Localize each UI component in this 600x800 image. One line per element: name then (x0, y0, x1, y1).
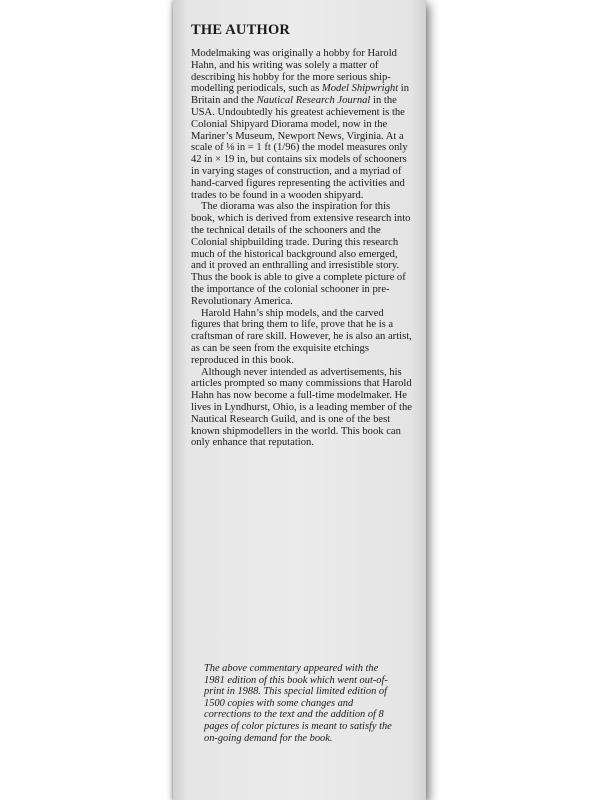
edition-note: The above commentary appeared with the 1981 edition of this book which went out-of-print in 1988. This special limited edition of 1500 copies with some changes and corrections to the text and the addition of 8 pages of color pictures is meant to satisfy the on-going demand for the book. (204, 663, 392, 744)
paragraph-1 (191, 48, 413, 201)
paragraph-4: Although never intended as advertisements, his articles prompted so many commissions that Harold Hahn has now become a full-time modelmaker. He lives in Lyndhurst, Ohio, is a leading member of the Nautical Research Guild, and is one of the best known shipmodellers in the world. This book can only enhance that reputation. (191, 366, 412, 449)
paragraph-2: The diorama was also the inspiration for this book, which is derived from extensive research into the technical details of the schooners and the Colonial shipbuilding trade. During this research much of the historical background also emerged, and it proved an enthralling and irresistible story. Thus the book is able to give a complete picture of the importance of the colonial schooner in pre-Revolutionary America. (191, 201, 411, 307)
periodical-title-nautical-research-journal: Nautical Research Journal (256, 95, 371, 107)
paragraph-1-text-b: in Britain and the (191, 83, 410, 107)
paragraph-1-text-a: Modelmaking was originally a hobby for Harold Hahn, and his writing was solely a matter of describing his hobby for the more serious ship-modelling periodicals, such as (191, 48, 397, 95)
section-heading: THE AUTHOR (191, 22, 291, 38)
author-section (191, 22, 413, 449)
paragraph-3: Harold Hahn’s ship models, and the carved figures that bring them to life, prove that he is a craftsman of rare skill. However, he is also an artist, as can be seen from the exquisite etchings reproduced in this book. (191, 307, 412, 366)
periodical-title-model-shipwright: Model Shipwright (321, 83, 399, 95)
paragraph-1-text-c: in the USA. Undoubtedly his greatest achievement is the Colonial Shipyard Diorama model, now in the Mariner’s Museum, Newport News, Virginia. At a scale of ⅛ in = 1 ft (1/96) the model measures only 42 in × 19 in, but contains six models of schooners in varying stages of construction, and a myriad of hand-carved figures representing the activities and trades to be found in a wooden shipyard. (191, 95, 408, 201)
book-jacket-flap (173, 0, 426, 800)
